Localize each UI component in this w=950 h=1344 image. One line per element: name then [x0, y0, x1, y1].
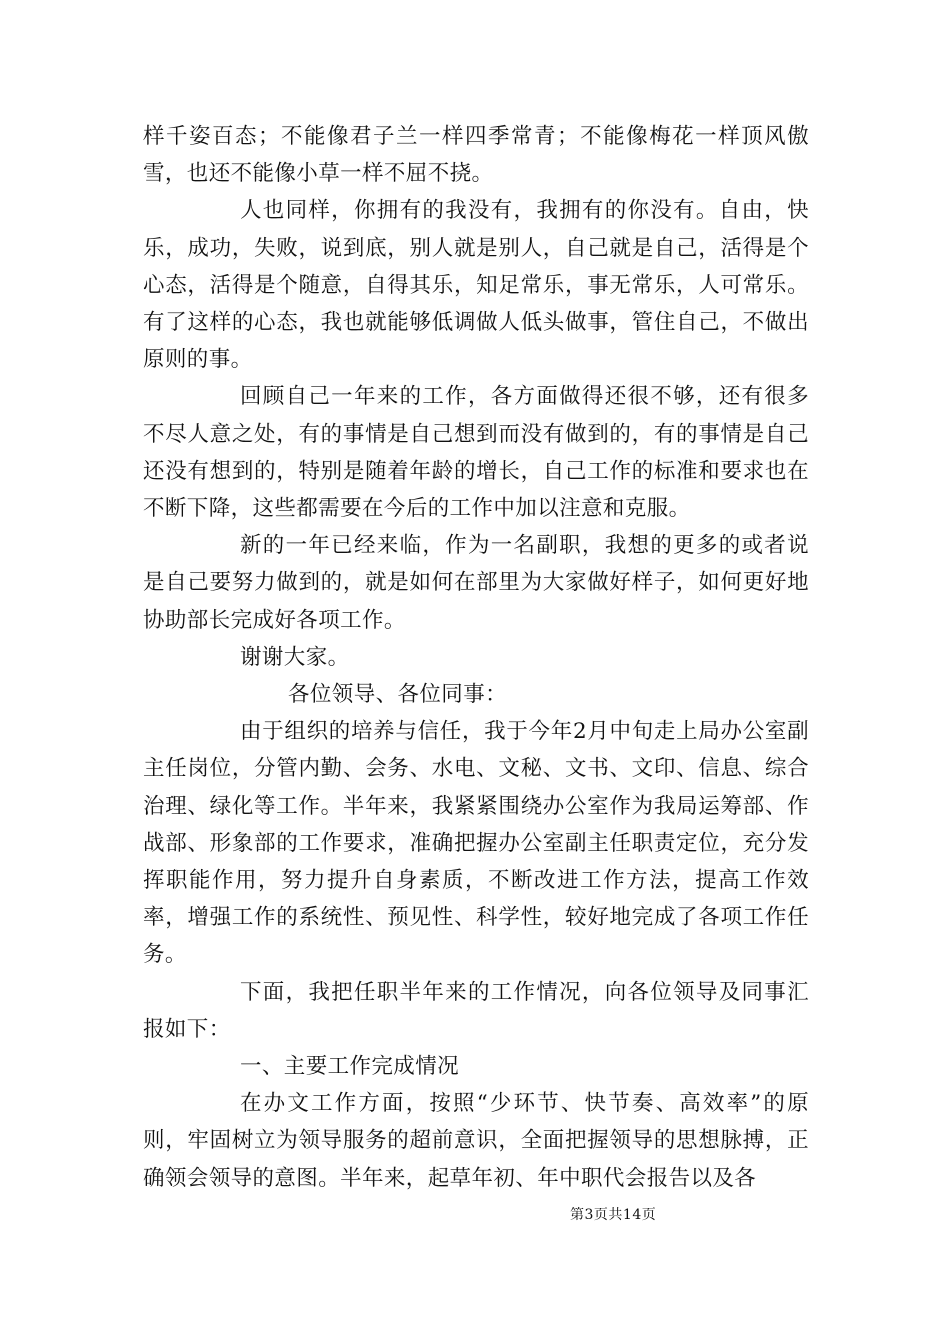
paragraph-8: 下面，我把任职半年来的工作情况，向各位领导及同事汇报如下：: [143, 979, 809, 1042]
paragraph-1: 样千姿百态；不能像君子兰一样四季常青；不能像梅花一样顶风傲雪，也还不能像小草一样不屈不挠。: [143, 124, 809, 187]
salutation: 各位领导、各位同事：: [288, 682, 508, 708]
paragraph-4: 新的一年已经来临，作为一名副职，我想的更多的或者说是自己要努力做到的，就是如何在部里为大家做好样子，如何更好地协助部长完成好各项工作。: [143, 533, 809, 633]
paragraph-7: 由于组织的培养与信任，我于今年2月中旬走上局办公室副主任岗位，分管内勤、会务、水电、文秘、文书、文印、信息、综合治理、绿化等工作。半年来，我紧紧围绕办公室作为我局运筹部、作战部、形象部的工作要求，准确把握办公室副主任职责定位，充分发挥职能作用，努力提升自身素质，不断改进工作方法，提高工作效率，增强工作的系统性、预见性、科学性，较好地完成了各项工作任务。: [143, 719, 809, 968]
paragraph-5: 谢谢大家。: [240, 644, 350, 670]
paragraph-3: 回顾自己一年来的工作，各方面做得还很不够，还有很多不尽人意之处，有的事情是自己想到而没有做到的，有的事情是自己还没有想到的，特别是随着年龄的增长，自己工作的标准和要求也在不断下降，这些都需要在今后的工作中加以注意和克服。: [143, 384, 809, 522]
paragraph-2: 人也同样，你拥有的我没有，我拥有的你没有。自由，快乐，成功，失败，说到底，别人就是别人，自己就是自己，活得是个心态，活得是个随意，自得其乐，知足常乐，事无常乐，人可常乐。有了这样的心态，我也就能够低调做人低头做事，管住自己，不做出原则的事。: [143, 198, 809, 373]
page-number: 第3页共14页: [570, 1207, 657, 1223]
paragraph-10: 在办文工作方面，按照“少环节、快节奏、高效率”的原则，牢固树立为领导服务的超前意识，全面把握领导的思想脉搏，正确领会领导的意图。半年来，起草年初、年中职代会报告以及各: [143, 1091, 809, 1191]
document-body: [143, 118, 809, 1197]
section-heading: 一、主要工作完成情况: [240, 1054, 460, 1080]
